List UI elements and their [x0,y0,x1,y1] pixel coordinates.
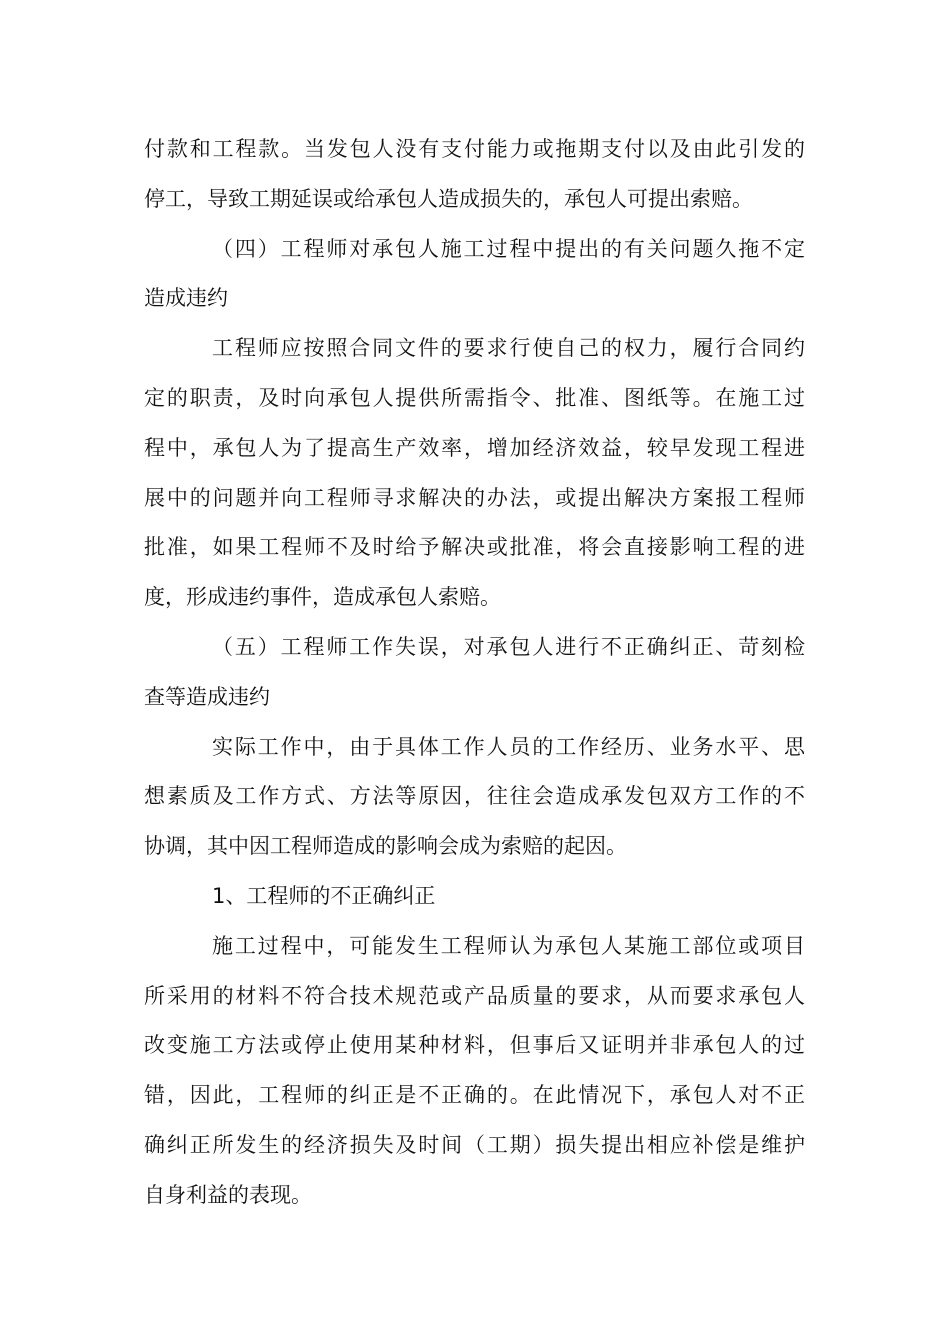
text-line: 确纠正所发生的经济损失及时间（工期）损失提出相应补偿是维护 [144,1132,805,1157]
text-line: （四）工程师对承包人施工过程中提出的有关问题久拖不定 [212,236,805,261]
text-line: 所采用的材料不符合技术规范或产品质量的要求，从而要求承包人 [144,983,805,1008]
text-line: 工程师应按照合同文件的要求行使自己的权力，履行合同约 [212,336,805,361]
text-line: 批准，如果工程师不及时给予解决或批准，将会直接影响工程的进 [144,535,805,560]
text-line: 协调，其中因工程师造成的影响会成为索赔的起因。 [144,834,627,859]
text-line: 程中，承包人为了提高生产效率，增加经济效益，较早发现工程进 [144,435,805,460]
paragraph [144,623,805,723]
paragraph [144,225,805,325]
document-body [144,125,805,1221]
text-line: 展中的问题并向工程师寻求解决的办法，或提出解决方案报工程师 [144,485,805,510]
text-line: 错，因此，工程师的纠正是不正确的。在此情况下，承包人对不正 [144,1083,805,1108]
paragraph [144,922,805,1221]
paragraph [144,723,805,872]
text-line: 造成违约 [144,286,228,311]
text-line: 改变施工方法或停止使用某种材料，但事后又证明并非承包人的过 [144,1033,805,1058]
paragraph [144,872,805,922]
text-line: 查等造成违约 [144,684,270,709]
paragraph [144,125,805,225]
text-line: 自身利益的表现。 [144,1182,312,1207]
text-line: 1、工程师的不正确纠正 [212,883,436,908]
text-line: 付款和工程款。当发包人没有支付能力或拖期支付以及由此引发的 [144,137,805,161]
text-line: 定的职责，及时向承包人提供所需指令、批准、图纸等。在施工过 [144,385,805,410]
text-line: 施工过程中，可能发生工程师认为承包人某施工部位或项目 [212,933,805,958]
text-line: 想素质及工作方式、方法等原因，往往会造成承发包双方工作的不 [144,784,805,809]
text-line: （五）工程师工作失误，对承包人进行不正确纠正、苛刻检 [212,634,805,659]
text-line: 实际工作中，由于具体工作人员的工作经历、业务水平、思 [212,734,805,759]
text-line: 停工，导致工期延误或给承包人造成损失的，承包人可提出索赔。 [144,186,753,211]
paragraph [144,324,805,623]
text-line: 度，形成违约事件，造成承包人索赔。 [144,585,501,610]
